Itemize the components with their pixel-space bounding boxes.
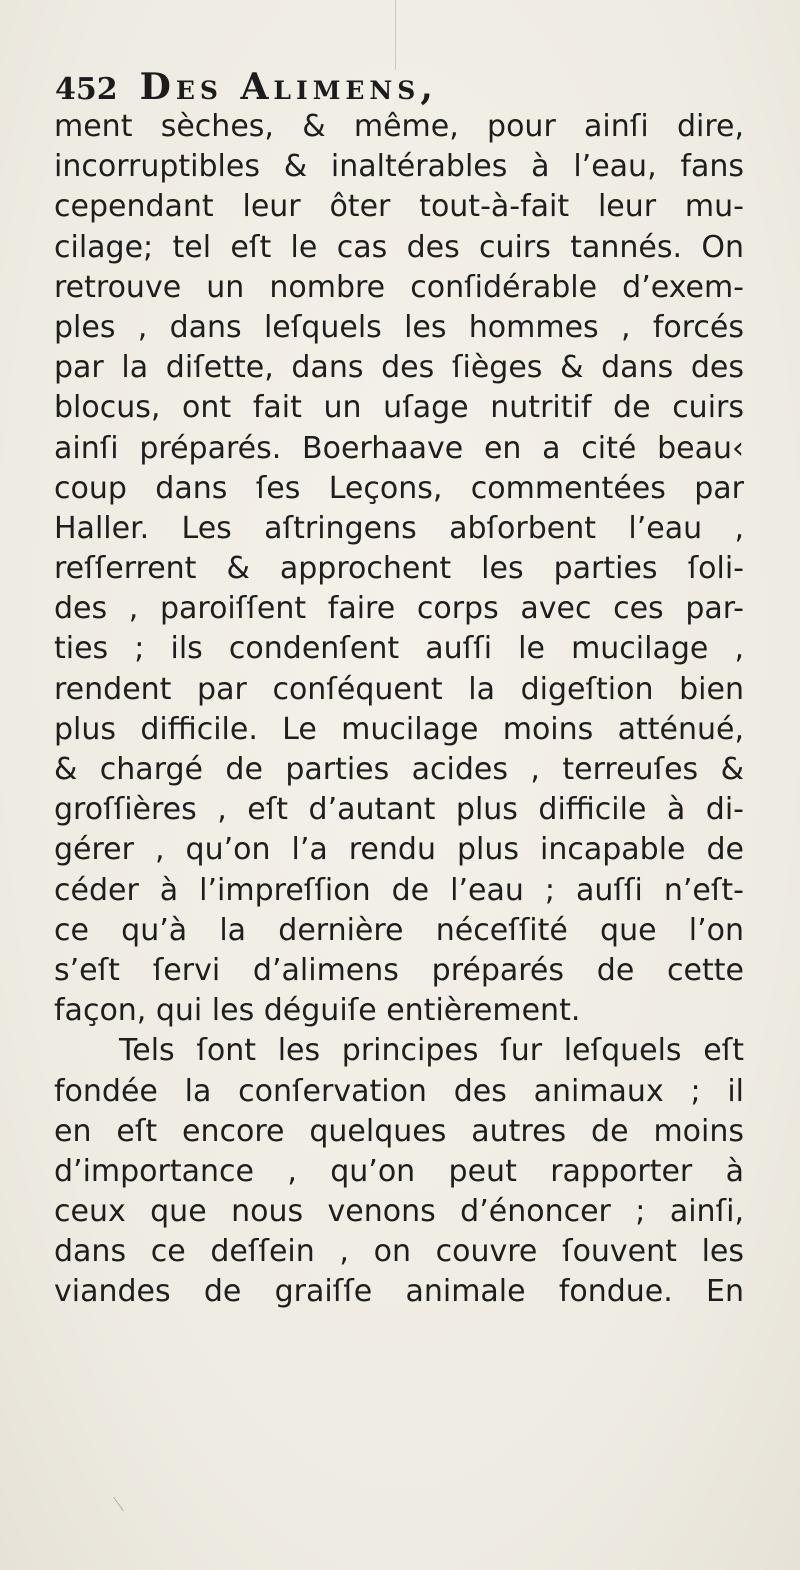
running-title: Des Alimens, (139, 66, 438, 108)
text-line: façon, qui les déguiſe entièrement. (54, 993, 581, 1029)
text-line: retrouve un nombre conſidérable d’exem- (54, 269, 744, 305)
text-line: s’eſt ſervi d’alimens préparés de cette (54, 952, 744, 988)
text-line: Haller. Les aſtringens abſorbent l’eau , (54, 510, 744, 546)
text-line: incorruptibles & inaltérables à l’eau, fans (54, 149, 744, 185)
text-line: rendent par conſéquent la digeſtion bien (54, 671, 744, 707)
text-line: ceux que nous venons d’énoncer ; ainſi, (54, 1194, 744, 1230)
text-line: ainſi préparés. Boerhaave en a cité beau‹ (54, 430, 744, 466)
text-line: ples , dans leſquels les hommes , forcés (54, 309, 744, 345)
text-line: ties ; ils condenſent auſſi le mucilage , (54, 631, 744, 667)
text-line: blocus, ont fait un uſage nutritif de cuirs (54, 390, 744, 426)
text-line: reſſerrent & approchent les parties ſoli- (54, 551, 744, 587)
text-line: dans ce deſſein , on couvre ſouvent les (54, 1234, 744, 1270)
text-line: & chargé de parties acides , terreuſes & (54, 752, 744, 787)
text-line: cependant leur ôter tout-à-fait leur mu- (54, 189, 744, 225)
text-line: coup dans ſes Leçons, commentées par (54, 470, 744, 506)
text-line: Tels ſont les principes ſur leſquels eſt (54, 1033, 744, 1069)
text-line: viandes de graiſſe animale fondue. En (54, 1274, 744, 1310)
page-number: 452 (55, 72, 118, 107)
text-line: cilage; tel eſt le cas des cuirs tannés. On (54, 229, 744, 265)
text-line: par la diſette, dans des ſièges & dans des (54, 350, 744, 386)
body-text (54, 107, 744, 1313)
text-line: ce qu’à la dernière néceſſité que l’on (54, 912, 744, 948)
text-line: en eſt encore quelques autres de moins (54, 1113, 744, 1149)
text-line: groſſières , eſt d’autant plus difficile à di- (54, 792, 744, 828)
text-line: ment sèches, & même, pour ainſi dire, (54, 109, 744, 144)
text-line: plus difficile. Le mucilage moins atténué, (54, 711, 744, 747)
text-line: céder à l’impreſſion de l’eau ; auſſi n’eſt- (54, 872, 744, 908)
text-line: gérer , qu’on l’a rendu plus incapable de (54, 832, 744, 868)
text-line: des , paroiſſent faire corps avec ces par- (54, 591, 744, 627)
text-line: fondée la conſervation des animaux ; il (54, 1073, 744, 1109)
text-line: d’importance , qu’on peut rapporter à (54, 1153, 744, 1189)
stray-ink-mark (113, 1497, 132, 1511)
gutter-line (395, 0, 396, 70)
